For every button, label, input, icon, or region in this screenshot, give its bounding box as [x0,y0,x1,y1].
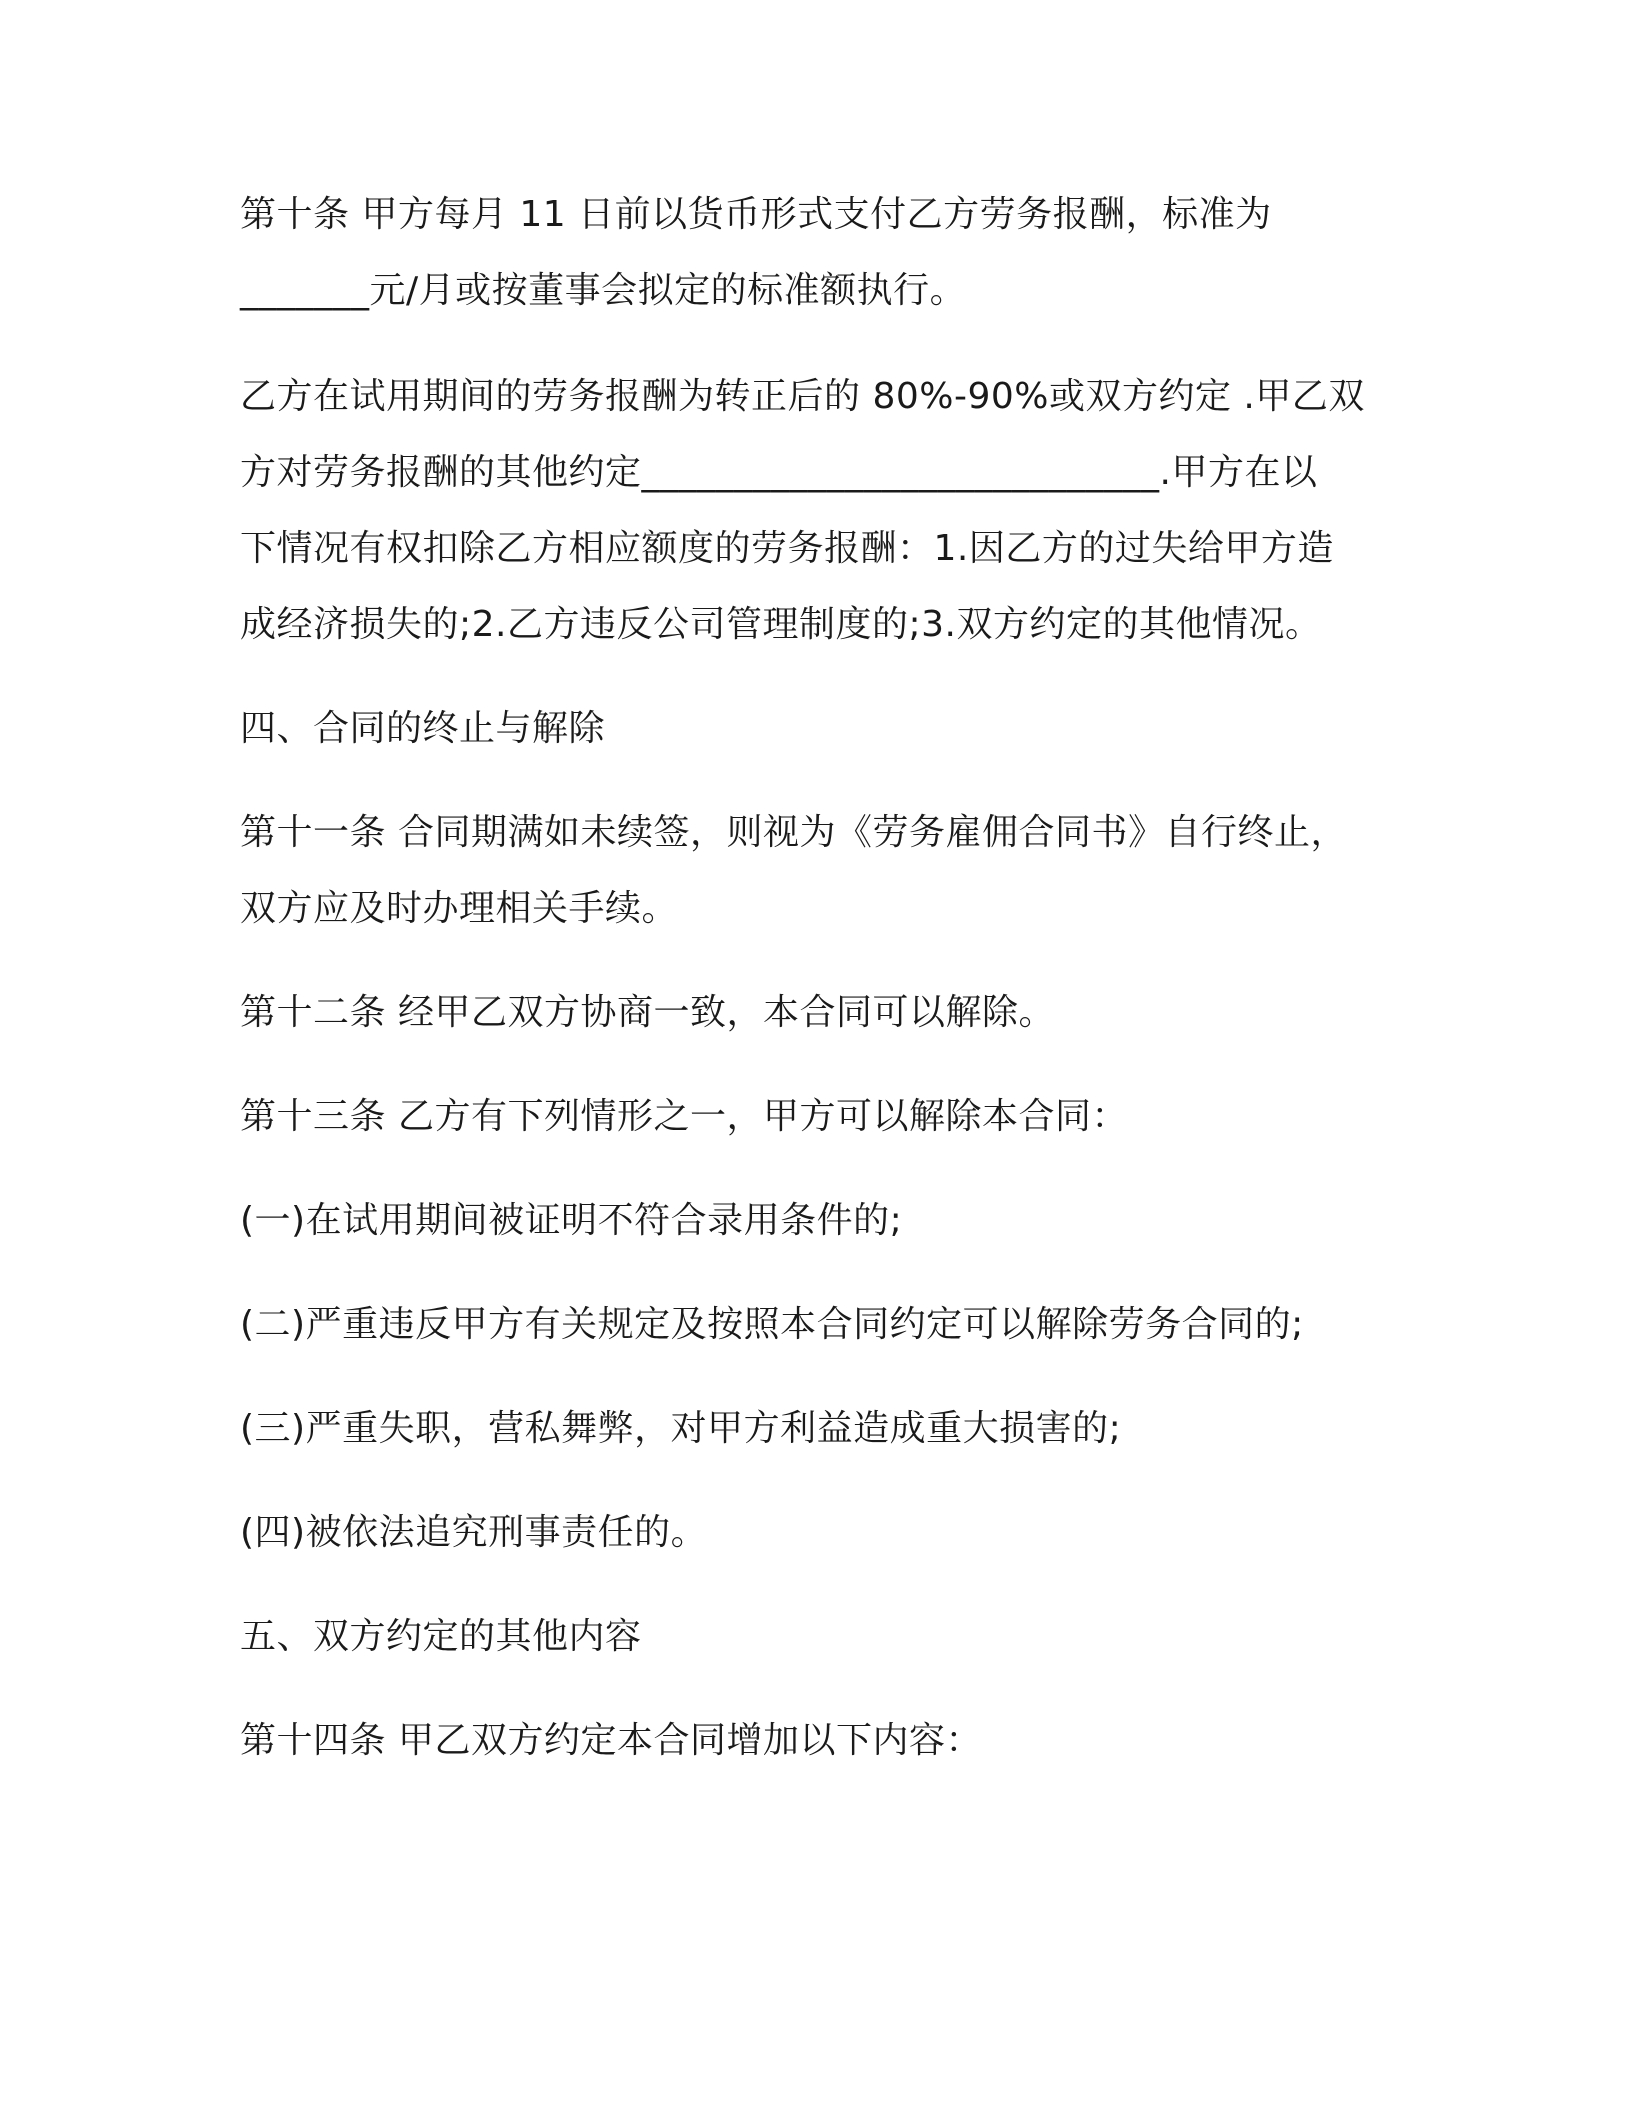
probation-pay-line-3: 下情况有权扣除乙方相应额度的劳务报酬：1.因乙方的过失给甲方造 [240,528,1334,569]
article-13-item-1: (一)在试用期间被证明不符合录用条件的; [240,1200,903,1241]
article-13-item-4: (四)被依法追究刑事责任的。 [240,1512,708,1553]
article-10-line-1: 第十条 甲方每月 11 日前以货币形式支付乙方劳务报酬，标准为 [240,194,1272,235]
section-5-heading: 五、双方约定的其他内容 [240,1616,642,1657]
article-12: 第十二条 经甲乙双方协商一致，本合同可以解除。 [240,992,1055,1033]
article-11-line-1: 第十一条 合同期满如未续签，则视为《劳务雇佣合同书》自行终止， [240,812,1347,853]
probation-pay-line-1: 乙方在试用期间的劳务报酬为转正后的 80%-90%或双方约定 .甲乙双 [240,376,1365,417]
probation-pay-line-4: 成经济损失的;2.乙方违反公司管理制度的;3.双方约定的其他情况。 [240,604,1322,645]
article-13: 第十三条 乙方有下列情形之一，甲方可以解除本合同： [240,1096,1128,1137]
article-10-line-2: _______元/月或按董事会拟定的标准额执行。 [240,270,967,311]
article-13-item-3: (三)严重失职，营私舞弊，对甲方利益造成重大损害的; [240,1408,1122,1449]
section-4-heading: 四、合同的终止与解除 [240,708,606,749]
article-11-line-2: 双方应及时办理相关手续。 [240,888,679,929]
article-13-item-2: (二)严重违反甲方有关规定及按照本合同约定可以解除劳务合同的; [240,1304,1304,1345]
probation-pay-line-2: 方对劳务报酬的其他约定____________________________.甲方在以 [240,452,1318,493]
article-14: 第十四条 甲乙双方约定本合同增加以下内容： [240,1720,982,1761]
